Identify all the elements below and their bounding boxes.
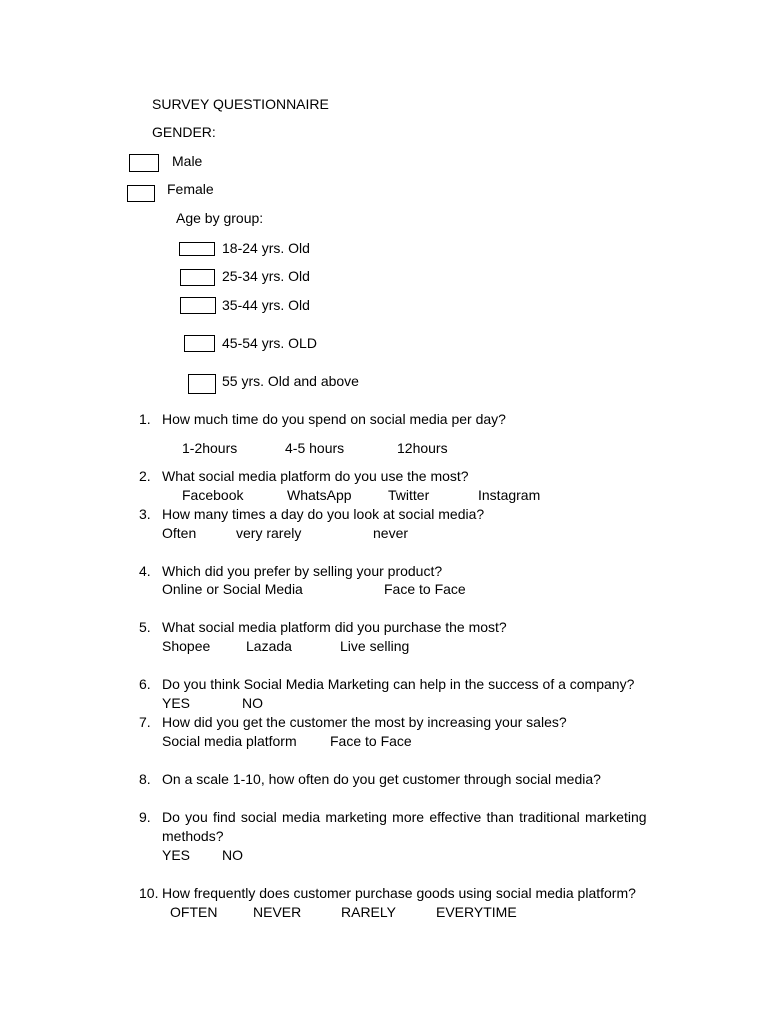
- question-5-text: What social media platform did you purchase the most?: [162, 619, 507, 635]
- question-10-option: EVERYTIME: [436, 904, 517, 920]
- question-1-text: How much time do you spend on social media per day?: [162, 411, 506, 427]
- survey-title: SURVEY QUESTIONNAIRE: [152, 96, 329, 112]
- question-2-option: WhatsApp: [287, 487, 352, 503]
- question-7-option: Social media platform: [162, 733, 297, 749]
- question-9-text-continued: methods?: [162, 828, 224, 844]
- question-9-option: YES: [162, 847, 191, 863]
- question-6-number: 6.: [139, 676, 151, 692]
- question-5-option: Lazada: [246, 638, 292, 654]
- question-1-option: 1-2hours: [182, 440, 238, 456]
- question-10-option: RARELY: [341, 904, 396, 920]
- question-8-text: On a scale 1-10, how often do you get customer through social media?: [162, 771, 601, 787]
- question-2-option: Facebook: [182, 487, 244, 503]
- gender-female-checkbox[interactable]: [127, 185, 155, 202]
- question-3-option: never: [373, 525, 409, 541]
- question-9-number: 9.: [139, 809, 151, 825]
- gender-male-label: Male: [172, 153, 203, 169]
- question-4-option: Face to Face: [384, 581, 466, 597]
- question-10-option: NEVER: [253, 904, 302, 920]
- question-3-number: 3.: [139, 506, 151, 522]
- age-group-label: Age by group:: [176, 210, 264, 226]
- question-8-number: 8.: [139, 771, 151, 787]
- question-7-text: How did you get the customer the most by increasing your sales?: [162, 714, 567, 730]
- question-9-option: NO: [222, 847, 243, 863]
- question-5-option: Shopee: [162, 638, 211, 654]
- question-6-text: Do you think Social Media Marketing can help in the success of a company?: [162, 676, 635, 692]
- question-7-option: Face to Face: [330, 733, 412, 749]
- question-4-number: 4.: [139, 563, 151, 579]
- age-45-54-label: 45-54 yrs. OLD: [222, 335, 317, 351]
- question-7-number: 7.: [139, 714, 151, 730]
- question-1-option: 12hours: [397, 440, 448, 456]
- age-25-34-label: 25-34 yrs. Old: [222, 268, 310, 284]
- age-25-34-checkbox[interactable]: [180, 269, 215, 286]
- age-35-44-checkbox[interactable]: [180, 297, 216, 314]
- question-10-option: OFTEN: [170, 904, 218, 920]
- question-9-text: Do you find social media marketing more effective than traditional marketing: [162, 809, 647, 825]
- age-18-24-label: 18-24 yrs. Old: [222, 240, 310, 256]
- age-45-54-checkbox[interactable]: [184, 335, 215, 352]
- question-5-option: Live selling: [340, 638, 410, 654]
- question-6-option: NO: [242, 695, 263, 711]
- age-18-24-checkbox[interactable]: [179, 242, 215, 256]
- question-5-number: 5.: [139, 619, 151, 635]
- question-6-option: YES: [162, 695, 191, 711]
- gender-label: GENDER:: [152, 124, 216, 140]
- question-2-text: What social media platform do you use the most?: [162, 468, 469, 484]
- question-3-option: very rarely: [236, 525, 302, 541]
- question-1-number: 1.: [139, 411, 151, 427]
- question-3-text: How many times a day do you look at social media?: [162, 506, 485, 522]
- age-55-above-checkbox[interactable]: [188, 374, 216, 394]
- age-35-44-label: 35-44 yrs. Old: [222, 297, 310, 313]
- question-4-text: Which did you prefer by selling your product?: [162, 563, 443, 579]
- gender-female-label: Female: [167, 181, 214, 197]
- question-2-number: 2.: [139, 468, 151, 484]
- question-1-option: 4-5 hours: [285, 440, 345, 456]
- question-10-text: How frequently does customer purchase goods using social media platform?: [162, 885, 636, 901]
- question-2-option: Twitter: [388, 487, 430, 503]
- question-10-number: 10.: [139, 885, 159, 901]
- gender-male-checkbox[interactable]: [129, 154, 159, 172]
- question-3-option: Often: [162, 525, 197, 541]
- question-4-option: Online or Social Media: [162, 581, 303, 597]
- question-2-option: Instagram: [478, 487, 541, 503]
- age-55-above-label: 55 yrs. Old and above: [222, 373, 359, 389]
